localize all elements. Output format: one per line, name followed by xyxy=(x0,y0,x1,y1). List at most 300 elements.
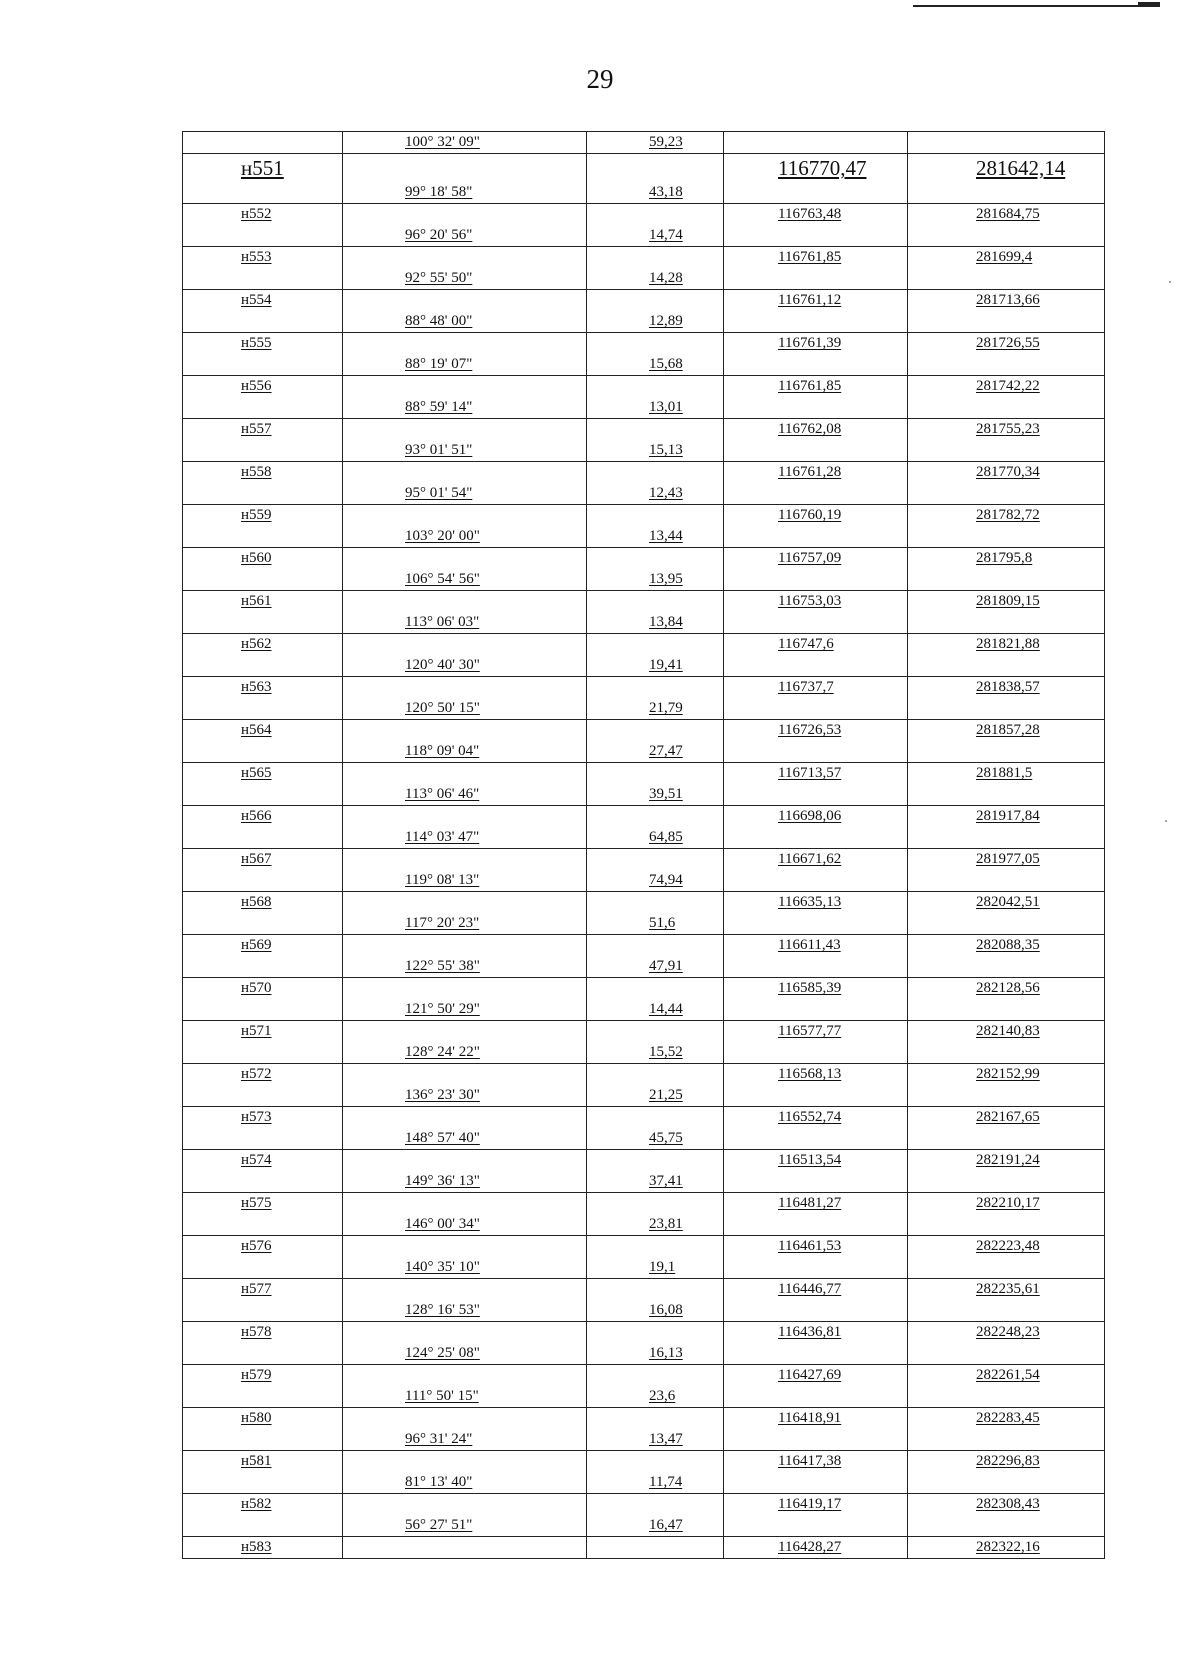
point-cell-empty xyxy=(183,182,343,204)
point-row xyxy=(183,677,1105,699)
x-coordinate-cell xyxy=(724,1193,908,1215)
point-row xyxy=(183,419,1105,441)
y-cell-empty xyxy=(908,999,1105,1021)
y-coordinate-cell xyxy=(908,462,1105,484)
y-coordinate-cell-text: 281684,75 xyxy=(976,206,1040,222)
point-id-cell-text: н559 xyxy=(241,507,272,523)
distance-cell-empty xyxy=(587,1322,724,1344)
y-cell-empty xyxy=(908,655,1105,677)
x-cell-empty xyxy=(724,132,908,154)
point-row xyxy=(183,505,1105,527)
point-row xyxy=(183,720,1105,742)
point-id-cell xyxy=(183,1408,343,1430)
y-coordinate-cell-text: 282296,83 xyxy=(976,1453,1040,1469)
direction-angle-cell xyxy=(343,1257,587,1279)
point-id-cell xyxy=(183,1365,343,1387)
point-id-cell-text: н562 xyxy=(241,636,272,652)
point-id-cell xyxy=(183,1451,343,1473)
direction-angle-cell-text: 114° 03' 47" xyxy=(405,829,480,845)
distance-cell-empty xyxy=(587,376,724,398)
point-cell-empty xyxy=(183,1386,343,1408)
x-cell-empty xyxy=(724,569,908,591)
point-cell-empty xyxy=(183,741,343,763)
distance-cell-text: 15,52 xyxy=(649,1044,683,1060)
distance-cell xyxy=(587,1171,724,1193)
direction-angle-cell-text: 106° 54' 56" xyxy=(405,571,480,587)
distance-cell-text: 59,23 xyxy=(649,134,683,150)
x-coordinate-cell xyxy=(724,548,908,570)
y-coordinate-cell xyxy=(908,1451,1105,1473)
point-cell-empty xyxy=(183,397,343,419)
x-coordinate-cell xyxy=(724,462,908,484)
y-coordinate-cell xyxy=(908,1322,1105,1344)
x-coordinate-cell xyxy=(724,806,908,828)
x-cell-empty xyxy=(724,397,908,419)
direction-angle-cell xyxy=(343,1472,587,1494)
x-coordinate-cell xyxy=(724,763,908,785)
y-coordinate-cell xyxy=(908,677,1105,699)
point-id-cell-text: н579 xyxy=(241,1367,272,1383)
distance-cell-empty xyxy=(587,290,724,312)
direction-angle-cell-text: 122° 55' 38" xyxy=(405,958,480,974)
point-cell-empty xyxy=(183,827,343,849)
angle-cell-empty xyxy=(343,763,587,785)
distance-cell xyxy=(587,698,724,720)
point-cell-empty xyxy=(183,1429,343,1451)
angle-cell-empty xyxy=(343,978,587,1000)
point-id-cell-text: н560 xyxy=(241,550,272,566)
segment-row xyxy=(183,1042,1105,1064)
distance-cell-empty xyxy=(587,247,724,269)
distance-cell xyxy=(587,913,724,935)
direction-angle-cell-text: 124° 25' 08" xyxy=(405,1345,480,1361)
distance-cell-empty xyxy=(587,548,724,570)
y-cell-empty xyxy=(908,827,1105,849)
distance-cell-text: 27,47 xyxy=(649,743,683,759)
distance-cell-text: 13,47 xyxy=(649,1431,683,1447)
distance-cell xyxy=(587,1300,724,1322)
point-cell-empty xyxy=(183,1472,343,1494)
x-cell-empty xyxy=(724,655,908,677)
distance-cell-empty xyxy=(587,849,724,871)
y-cell-empty xyxy=(908,1257,1105,1279)
point-id-cell-text: н580 xyxy=(241,1410,272,1426)
distance-cell-empty xyxy=(587,505,724,527)
x-coordinate-cell-text: 116427,69 xyxy=(778,1367,842,1383)
direction-angle-cell-text: 92° 55' 50" xyxy=(405,270,473,286)
y-coordinate-cell-text: 282128,56 xyxy=(976,980,1040,996)
segment-row xyxy=(183,268,1105,290)
distance-cell-empty xyxy=(587,763,724,785)
y-cell-empty xyxy=(908,784,1105,806)
x-cell-empty xyxy=(724,999,908,1021)
point-cell-empty xyxy=(183,569,343,591)
y-cell-empty xyxy=(908,1343,1105,1365)
point-cell-empty xyxy=(183,132,343,154)
x-cell-empty xyxy=(724,311,908,333)
x-coordinate-cell xyxy=(724,1279,908,1301)
point-row xyxy=(183,1408,1105,1430)
angle-cell-empty xyxy=(343,154,587,183)
distance-cell xyxy=(587,1128,724,1150)
direction-angle-cell-text: 93° 01' 51" xyxy=(405,442,473,458)
point-id-cell xyxy=(183,1193,343,1215)
y-cell-empty xyxy=(908,956,1105,978)
x-cell-empty xyxy=(724,1171,908,1193)
page-number: 29 xyxy=(586,64,614,94)
x-coordinate-cell-text: 116635,13 xyxy=(778,894,842,910)
point-id-cell-text: н568 xyxy=(241,894,272,910)
angle-cell-empty xyxy=(343,1021,587,1043)
y-coordinate-cell xyxy=(908,720,1105,742)
distance-cell-text: 13,95 xyxy=(649,571,683,587)
y-coordinate-cell-text: 281795,8 xyxy=(976,550,1033,566)
y-coordinate-cell xyxy=(908,376,1105,398)
distance-cell xyxy=(587,182,724,204)
distance-cell-empty xyxy=(587,1365,724,1387)
y-cell-empty xyxy=(908,225,1105,247)
distance-cell-empty xyxy=(587,333,724,355)
point-cell-empty xyxy=(183,913,343,935)
y-coordinate-cell-text: 282308,43 xyxy=(976,1496,1040,1512)
direction-angle-cell xyxy=(343,698,587,720)
segment-row xyxy=(183,483,1105,505)
y-coordinate-cell xyxy=(908,763,1105,785)
x-coordinate-cell xyxy=(724,204,908,226)
direction-angle-cell-text: 100° 32' 09" xyxy=(405,134,480,150)
x-cell-empty xyxy=(724,784,908,806)
x-coordinate-cell xyxy=(724,1408,908,1430)
y-coordinate-cell xyxy=(908,1236,1105,1258)
point-row xyxy=(183,1021,1105,1043)
direction-angle-cell xyxy=(343,268,587,290)
distance-cell xyxy=(587,1343,724,1365)
point-row xyxy=(183,204,1105,226)
point-row xyxy=(183,154,1105,183)
direction-angle-cell-text: 140° 35' 10" xyxy=(405,1259,480,1275)
point-row xyxy=(183,548,1105,570)
direction-angle-cell-text: 88° 48' 00" xyxy=(405,313,473,329)
angle-cell-empty xyxy=(343,1150,587,1172)
point-id-cell xyxy=(183,462,343,484)
distance-cell-empty xyxy=(587,1236,724,1258)
point-id-cell xyxy=(183,247,343,269)
direction-angle-cell-text: 128° 24' 22" xyxy=(405,1044,480,1060)
point-row xyxy=(183,806,1105,828)
point-cell-empty xyxy=(183,956,343,978)
direction-angle-cell-text: 146° 00' 34" xyxy=(405,1216,480,1232)
y-cell-empty xyxy=(908,354,1105,376)
point-id-cell xyxy=(183,1236,343,1258)
distance-cell xyxy=(587,440,724,462)
y-cell-empty xyxy=(908,870,1105,892)
x-coordinate-cell-text: 116577,77 xyxy=(778,1023,842,1039)
direction-angle-cell xyxy=(343,1429,587,1451)
x-coordinate-cell xyxy=(724,154,908,183)
segment-row xyxy=(183,397,1105,419)
direction-angle-cell-text: 117° 20' 23" xyxy=(405,915,480,931)
segment-row xyxy=(183,612,1105,634)
x-coordinate-cell-text: 116737,7 xyxy=(778,679,834,695)
y-coordinate-cell xyxy=(908,892,1105,914)
y-cell-empty xyxy=(908,1300,1105,1322)
y-coordinate-cell-text: 282223,48 xyxy=(976,1238,1040,1254)
y-cell-empty xyxy=(908,1472,1105,1494)
distance-cell xyxy=(587,741,724,763)
point-id-cell-text: н556 xyxy=(241,378,272,394)
angle-cell-empty xyxy=(343,462,587,484)
point-id-cell-text: н583 xyxy=(241,1539,272,1555)
distance-cell xyxy=(587,483,724,505)
y-coordinate-cell xyxy=(908,591,1105,613)
y-cell-empty xyxy=(908,569,1105,591)
angle-cell-empty xyxy=(343,419,587,441)
x-coordinate-cell-text: 116761,85 xyxy=(778,249,842,265)
distance-cell xyxy=(587,569,724,591)
point-cell-empty xyxy=(183,784,343,806)
y-coordinate-cell-text: 281713,66 xyxy=(976,292,1040,308)
point-id-cell xyxy=(183,154,343,183)
point-id-cell xyxy=(183,1150,343,1172)
y-coordinate-cell-text: 282152,99 xyxy=(976,1066,1040,1082)
direction-angle-cell xyxy=(343,1128,587,1150)
point-id-cell xyxy=(183,548,343,570)
y-coordinate-cell-text: 281917,84 xyxy=(976,808,1040,824)
point-id-cell-text: н558 xyxy=(241,464,272,480)
point-id-cell xyxy=(183,591,343,613)
segment-row xyxy=(183,870,1105,892)
y-coordinate-cell-text: 281742,22 xyxy=(976,378,1040,394)
point-id-cell xyxy=(183,376,343,398)
y-cell-empty xyxy=(908,1515,1105,1537)
distance-cell-text: 16,47 xyxy=(649,1517,683,1533)
point-cell-empty xyxy=(183,870,343,892)
point-row xyxy=(183,462,1105,484)
y-coordinate-cell xyxy=(908,1365,1105,1387)
direction-angle-cell xyxy=(343,483,587,505)
x-coordinate-cell xyxy=(724,978,908,1000)
angle-cell-empty xyxy=(343,1451,587,1473)
distance-cell-empty xyxy=(587,935,724,957)
y-cell-empty xyxy=(908,1128,1105,1150)
x-coordinate-cell xyxy=(724,333,908,355)
point-cell-empty xyxy=(183,354,343,376)
point-id-cell xyxy=(183,1021,343,1043)
x-cell-empty xyxy=(724,1429,908,1451)
point-cell-empty xyxy=(183,698,343,720)
direction-angle-cell xyxy=(343,1042,587,1064)
angle-cell-empty xyxy=(343,935,587,957)
y-coordinate-cell xyxy=(908,290,1105,312)
x-cell-empty xyxy=(724,913,908,935)
segment-row xyxy=(183,827,1105,849)
y-coordinate-cell xyxy=(908,634,1105,656)
x-coordinate-cell xyxy=(724,1494,908,1516)
point-cell-empty xyxy=(183,225,343,247)
x-coordinate-cell xyxy=(724,419,908,441)
distance-cell xyxy=(587,1386,724,1408)
angle-cell-empty xyxy=(343,1322,587,1344)
angle-cell-empty xyxy=(343,634,587,656)
direction-angle-cell-text: 99° 18' 58" xyxy=(405,184,473,200)
x-cell-empty xyxy=(724,354,908,376)
x-coordinate-cell xyxy=(724,591,908,613)
x-coordinate-cell-text: 116761,28 xyxy=(778,464,842,480)
x-coordinate-cell xyxy=(724,1107,908,1129)
y-cell-empty xyxy=(908,612,1105,634)
segment-row xyxy=(183,1171,1105,1193)
point-cell-empty xyxy=(183,1171,343,1193)
angle-cell-empty xyxy=(343,505,587,527)
y-cell-empty xyxy=(908,526,1105,548)
y-coordinate-cell xyxy=(908,978,1105,1000)
point-id-cell xyxy=(183,1107,343,1129)
point-id-cell xyxy=(183,978,343,1000)
y-cell-empty xyxy=(908,268,1105,290)
direction-angle-cell xyxy=(343,655,587,677)
x-coordinate-cell-text: 116568,13 xyxy=(778,1066,842,1082)
direction-angle-cell-text: 121° 50' 29" xyxy=(405,1001,480,1017)
direction-angle-cell xyxy=(343,225,587,247)
point-row xyxy=(183,1107,1105,1129)
point-id-cell-text: н557 xyxy=(241,421,272,437)
distance-cell xyxy=(587,827,724,849)
x-coordinate-cell-text: 116763,48 xyxy=(778,206,842,222)
x-coordinate-cell-text: 116418,91 xyxy=(778,1410,842,1426)
distance-cell-empty xyxy=(587,591,724,613)
segment-row xyxy=(183,784,1105,806)
point-id-cell xyxy=(183,1322,343,1344)
angle-cell-empty xyxy=(343,204,587,226)
y-coordinate-cell xyxy=(908,1408,1105,1430)
y-cell-empty xyxy=(908,1085,1105,1107)
direction-angle-cell xyxy=(343,526,587,548)
distance-cell-empty xyxy=(587,677,724,699)
segment-row xyxy=(183,655,1105,677)
distance-cell-text: 39,51 xyxy=(649,786,683,802)
distance-cell-text: 15,13 xyxy=(649,442,683,458)
point-row xyxy=(183,1150,1105,1172)
y-coordinate-cell-text: 281642,14 xyxy=(976,156,1066,180)
distance-cell-text: 14,28 xyxy=(649,270,683,286)
distance-cell-empty xyxy=(587,1021,724,1043)
scan-speck xyxy=(1165,820,1167,822)
angle-cell-empty xyxy=(343,591,587,613)
distance-cell xyxy=(587,655,724,677)
point-id-cell-text: н553 xyxy=(241,249,272,265)
segment-row xyxy=(183,569,1105,591)
coordinates-table-body xyxy=(183,132,1105,1559)
distance-cell-empty xyxy=(587,419,724,441)
direction-angle-cell xyxy=(343,569,587,591)
point-row xyxy=(183,849,1105,871)
angle-cell-empty xyxy=(343,376,587,398)
distance-cell-empty xyxy=(587,1279,724,1301)
point-row xyxy=(183,1322,1105,1344)
point-row xyxy=(183,763,1105,785)
point-cell-empty xyxy=(183,268,343,290)
y-cell-empty xyxy=(908,741,1105,763)
distance-cell xyxy=(587,1515,724,1537)
point-row xyxy=(183,1193,1105,1215)
y-coordinate-cell xyxy=(908,548,1105,570)
x-cell-empty xyxy=(724,1515,908,1537)
direction-angle-cell-text: 96° 20' 56" xyxy=(405,227,473,243)
point-id-cell-text: н575 xyxy=(241,1195,272,1211)
y-coordinate-cell xyxy=(908,1279,1105,1301)
distance-cell xyxy=(587,397,724,419)
y-coordinate-cell-text: 281699,4 xyxy=(976,249,1033,265)
x-coordinate-cell-text: 116761,85 xyxy=(778,378,842,394)
x-coordinate-cell xyxy=(724,892,908,914)
point-row xyxy=(183,1537,1105,1559)
point-id-cell-text: н563 xyxy=(241,679,272,695)
y-coordinate-cell xyxy=(908,505,1105,527)
segment-row xyxy=(183,1214,1105,1236)
x-cell-empty xyxy=(724,1042,908,1064)
direction-angle-cell-text: 81° 13' 40" xyxy=(405,1474,473,1490)
distance-cell-text: 16,13 xyxy=(649,1345,683,1361)
x-coordinate-cell xyxy=(724,1322,908,1344)
y-cell-empty xyxy=(908,440,1105,462)
distance-cell-text: 12,43 xyxy=(649,485,683,501)
distance-cell xyxy=(587,132,724,154)
direction-angle-cell xyxy=(343,132,587,154)
y-coordinate-cell-text: 282191,24 xyxy=(976,1152,1040,1168)
direction-angle-cell-text: 95° 01' 54" xyxy=(405,485,473,501)
angle-cell-empty xyxy=(343,1236,587,1258)
x-cell-empty xyxy=(724,956,908,978)
y-coordinate-cell-text: 282322,16 xyxy=(976,1539,1040,1555)
direction-angle-cell xyxy=(343,741,587,763)
y-coordinate-cell xyxy=(908,204,1105,226)
distance-cell-text: 12,89 xyxy=(649,313,683,329)
x-coordinate-cell xyxy=(724,935,908,957)
x-coordinate-cell-text: 116713,57 xyxy=(778,765,842,781)
distance-cell xyxy=(587,1429,724,1451)
x-coordinate-cell-text: 116436,81 xyxy=(778,1324,842,1340)
direction-angle-cell-text: 103° 20' 00" xyxy=(405,528,480,544)
point-id-cell xyxy=(183,1494,343,1516)
segment-row xyxy=(183,913,1105,935)
y-coordinate-cell-text: 282042,51 xyxy=(976,894,1040,910)
distance-cell-text: 23,6 xyxy=(649,1388,676,1404)
direction-angle-cell-text: 128° 16' 53" xyxy=(405,1302,480,1318)
x-cell-empty xyxy=(724,827,908,849)
y-coordinate-cell xyxy=(908,1064,1105,1086)
x-coordinate-cell xyxy=(724,247,908,269)
x-cell-empty xyxy=(724,1472,908,1494)
x-coordinate-cell xyxy=(724,376,908,398)
x-coordinate-cell xyxy=(724,1064,908,1086)
point-id-cell-text: н564 xyxy=(241,722,272,738)
direction-angle-cell xyxy=(343,1343,587,1365)
x-coordinate-cell xyxy=(724,720,908,742)
direction-angle-cell-text: 149° 36' 13" xyxy=(405,1173,480,1189)
x-coordinate-cell xyxy=(724,849,908,871)
point-row xyxy=(183,1451,1105,1473)
y-coordinate-cell-text: 282210,17 xyxy=(976,1195,1040,1211)
y-coordinate-cell xyxy=(908,1021,1105,1043)
distance-cell-empty xyxy=(587,1193,724,1215)
y-coordinate-cell-text: 281838,57 xyxy=(976,679,1040,695)
x-coordinate-cell-text: 116428,27 xyxy=(778,1539,842,1555)
direction-angle-cell-text: 148° 57' 40" xyxy=(405,1130,480,1146)
point-row xyxy=(183,1279,1105,1301)
point-cell-empty xyxy=(183,1042,343,1064)
direction-angle-cell xyxy=(343,1085,587,1107)
point-cell-empty xyxy=(183,526,343,548)
